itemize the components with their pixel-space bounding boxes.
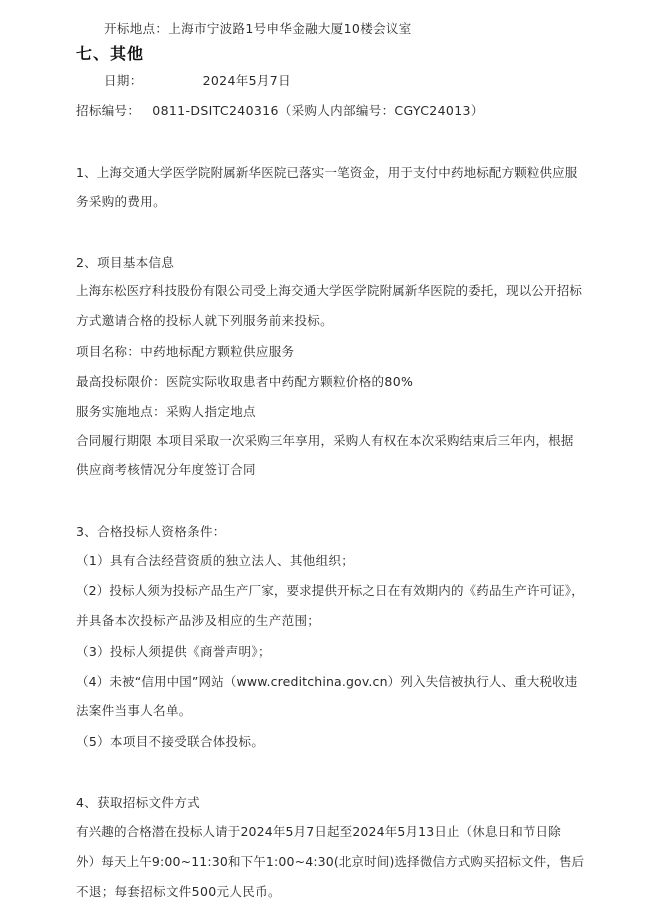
section-3-heading: 3、合格投标人资格条件：	[76, 524, 226, 539]
qualification-5: （5）本项目不接受联合体投标。	[76, 734, 265, 749]
paragraph-1-line-1: 1、上海交通大学医学院附属新华医院已落实一笔资金，用于支付中药地标配方颗粒供应服	[76, 165, 578, 180]
max-bid-price: 最高投标限价：医院实际收取患者中药配方颗粒价格的80%	[76, 374, 414, 389]
section-4-line-1: 有兴趣的合格潜在投标人请于2024年5月7日起至2024年5月13日止（休息日和节日除	[76, 824, 561, 839]
qualification-1: （1）具有合法经营资质的独立法人、其他组织；	[76, 553, 355, 568]
section-2-heading: 2、项目基本信息	[76, 255, 175, 270]
date-line	[104, 73, 291, 89]
section-4-line-3: 不退；每套招标文件500元人民币。	[76, 884, 281, 899]
paragraph-1-line-2: 务采购的费用。	[76, 194, 166, 209]
section-4-line-2: 外）每天上午9:00~11:30和下午1:00~4:30(北京时间)选择微信方式购买招标文件，售后	[76, 854, 585, 869]
service-location: 服务实施地点：采购人指定地点	[76, 404, 256, 419]
venue-value: 上海市宁波路1号申华金融大厦10楼会议室	[168, 21, 412, 36]
project-name: 项目名称：中药地标配方颗粒供应服务	[76, 344, 295, 359]
section-7-title: 七、其他	[76, 46, 145, 63]
qualification-2-line-1: （2）投标人须为投标产品生产厂家，要求提供开标之日在有效期内的《药品生产许可证》，	[76, 583, 584, 598]
date-value: 2024年5月7日	[202, 73, 291, 88]
qualification-4-line-2: 法案件当事人名单。	[76, 703, 192, 718]
section-2-intro-line-2: 方式邀请合格的投标人就下列服务前来投标。	[76, 313, 334, 328]
qualification-2-line-2: 并具备本次投标产品涉及相应的生产范围；	[76, 613, 321, 628]
qualification-4-line-1: （4）未被“信用中国”网站（www.creditchina.gov.cn）列入失信被执行人、重大税收违	[76, 674, 578, 689]
contract-period-line-2: 供应商考核情况分年度签订合同	[76, 462, 256, 477]
venue-line	[104, 21, 412, 37]
section-4-heading: 4、获取招标文件方式	[76, 795, 200, 810]
qualification-3: （3）投标人须提供《商誉声明》；	[76, 644, 271, 659]
section-2-intro-line-1: 上海东松医疗科技股份有限公司受上海交通大学医学院附属新华医院的委托，现以公开招标	[76, 283, 583, 298]
venue-label: 开标地点：	[104, 21, 169, 36]
contract-period-line-1: 合同履行期限 本项目采取一次采购三年享用，采购人有权在本次采购结束后三年内，根据	[76, 433, 574, 448]
bid-number-label: 招标编号：	[76, 103, 141, 118]
bid-number-line	[76, 103, 484, 119]
bid-number-value: 0811-DSITC240316（采购人内部编号：CGYC24013）	[152, 103, 484, 118]
date-label: 日期：	[104, 73, 143, 88]
